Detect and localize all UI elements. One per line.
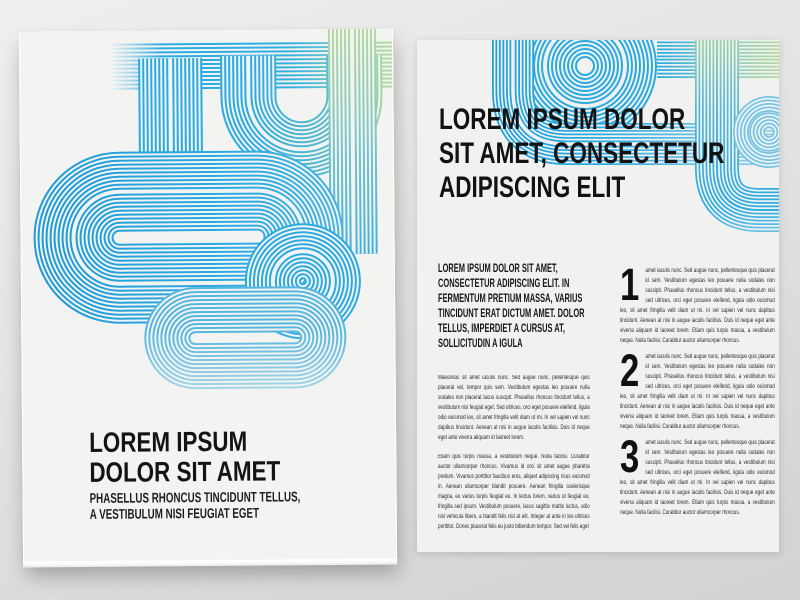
brochure-cover-page <box>20 29 396 562</box>
list-item-text: amet iaculis nunc. Sed augue nunc, pellentesque quis placerat id sem. Vestibulum egestas leo posuere nulla sodales non suscipit. Phasellus rhoncus tincidunt tellus, a vestibulum nisi sed ultrices, orci eget posuere eleifend, ligula odio euismod leo, sit amet fringilla velit diam ut mi. In vel sapien vel nunc dapibus tincidunt. Aenean at nisi in augue iaculis facilisis. Duis id neque eget ante viverra aliquam id laoreet lorem. Etiam quis turpis massa, a vestibulum neque. Nulla facilisi. Curabitur auctor ullamcorper rhoncus. <box>620 354 775 430</box>
lead-paragraph: LOREM IPSUM DOLOR SIT AMET, CONSECTETUR ADIPISCING ELIT. IN FERMENTUM PRETIUM MASSA, VARIUS TINCIDUNT ERAT DICTUM AMET. DOLOR TELLUS, IMPERDIET A CURSUS AT, SOLLICITUDIN A IGULA <box>438 263 585 350</box>
body-paragraph-1: Maecenas sit amet iaculis nunc. Sed augue nunc, pellentesque quis placerat vel, tempor quis sem. Vestibulum egestas leo posuere nulla sodales non placerat lacus suscipit. Phasellus rhoncus tincidunt tellus, a vestibulum nisi feugiat eget. Sed ultrices, orci eget posuere eleifend, ligula odio euismod leo, sit amet fringilla velit diam ut mi. In vel sapien vel nunc dapibus tincidunt. Aenean at nisi in augue iaculis facilisis. Duis id neque eget ante viverra aliquam id laoreet lorem. <box>438 375 590 441</box>
list-item-number: 2 <box>620 352 640 396</box>
page-title-line3: ADIPISCING ELIT <box>439 171 626 204</box>
list-item <box>620 352 775 432</box>
list-item <box>620 266 775 346</box>
page-title-line1: LOREM IPSUM DOLOR <box>439 103 686 136</box>
brochure-inner-page <box>417 40 779 552</box>
cover-subtitle <box>90 488 301 522</box>
cover-subtitle-line2: A VESTIBULUM NISI FEUGIAT EGET <box>89 504 260 522</box>
list-item-text: amet iaculis nunc. Sed augue nunc, pellentesque quis placerat id sem. Vestibulum egestas leo posuere nulla sodales non suscipit. Phasellus rhoncus tincidunt tellus, a vestibulum nisi sed ultrices, orci eget posuere eleifend, ligula odio euismod leo, sit amet fringilla velit diam ut mi. In vel sapien vel nunc dapibus tincidunt. Aenean at nisi in augue iaculis facilisis. Duis id neque eget ante viverra aliquam id laoreet lorem. Etiam quis turpis massa, a vestibulum neque. Nulla facilisi. Curabitur auctor ullamcorper rhoncus. <box>620 268 775 344</box>
body-paragraph-2: Etiam quis turpis massa, a vestibulum neque. Nulla facilisi. Curabitur auctor ullamcorper rhoncus. Vivamus id orci sit amet augue pharetra pretium. Vivamus porttitor faucibus eros, aliquet adipiscing risus euismod in. Aenean ullamcorper blandit posuere. Aenean fringilla scelerisque magna, eu varius turpis feugiat eu. In lectus lorem, varius ut feugiat eu, fringilla sed ipsum. Vestibulum posuere, lacus sagittis mattis luctus, odio nisl vehicula libero, a blandit felis nisl at elit. Integer at ante in leo ultrices porttitor. Donec placerat felis eu justo bibendum tempor. Sed vel felis eget <box>438 454 590 530</box>
list-item-text: amet iaculis nunc. Sed augue nunc, pellentesque quis placerat id sem. Vestibulum egestas leo posuere nulla sodales non suscipit. Phasellus rhoncus tincidunt tellus, a vestibulum nisi sed ultrices, orci eget posuere eleifend, ligula odio euismod leo, sit amet fringilla velit diam ut mi. In vel sapien vel nunc dapibus tincidunt. Aenean at nisi in augue iaculis facilisis. Duis id neque eget ante viverra aliquam id laoreet lorem. Etiam quis turpis massa, a vestibulum neque. Nulla facilisi. Curabitur auctor ullamcorper rhoncus. <box>620 440 775 516</box>
list-item-number: 3 <box>620 438 640 482</box>
cover-subtitle-line1: PHASELLUS RHONCUS TINCIDUNT TELLUS, <box>89 488 301 506</box>
line-art-decoration <box>20 29 395 462</box>
cover-title-line2: DOLOR SIT AMET <box>89 455 281 488</box>
page-title-line2: SIT AMET, CONSECTETUR <box>439 137 725 170</box>
numbered-list <box>620 266 775 524</box>
cover-title <box>89 426 280 487</box>
list-item <box>620 438 775 518</box>
list-item-number: 1 <box>620 266 640 310</box>
cover-title-line1: LOREM IPSUM <box>89 425 248 458</box>
page-title <box>439 103 724 205</box>
